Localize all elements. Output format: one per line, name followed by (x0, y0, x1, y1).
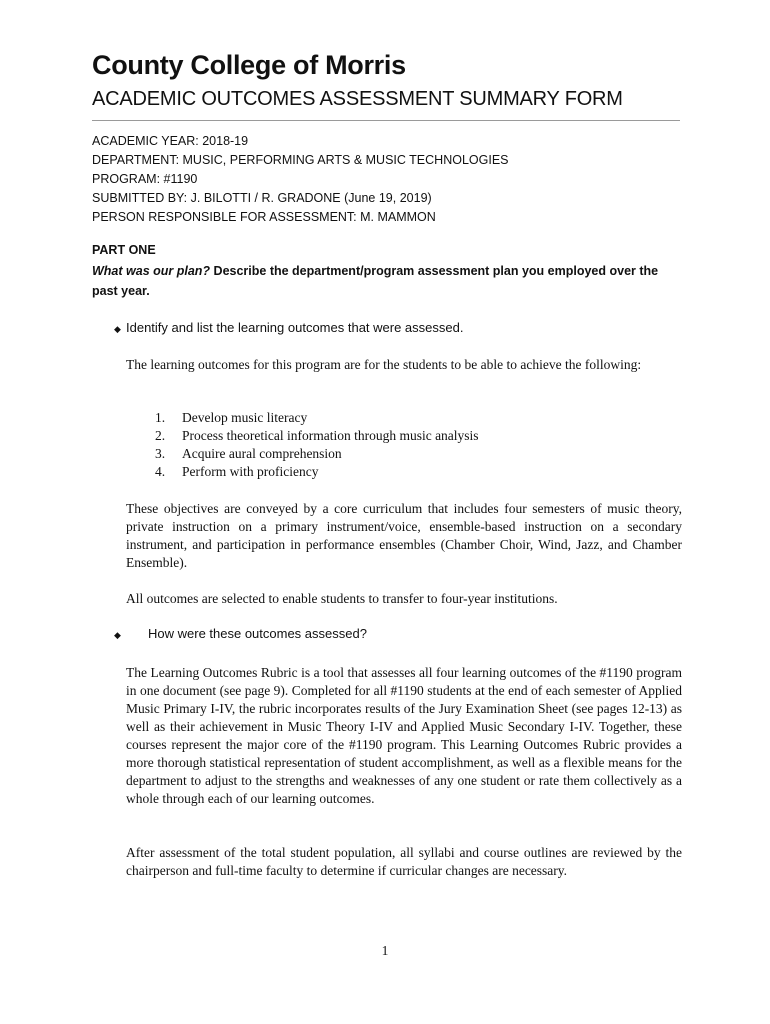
academic-year: ACADEMIC YEAR: 2018-19 (92, 134, 249, 148)
person-responsible: PERSON RESPONSIBLE FOR ASSESSMENT: M. MAMMON (92, 210, 436, 224)
plan-question-text: Describe the department/program assessment plan you employed over the past year. (92, 264, 659, 298)
bullet-icon: ◆ (114, 324, 121, 334)
plan-question-lead: What was our plan? (92, 264, 211, 278)
submitted-by: SUBMITTED BY: J. BILOTTI / R. GRADONE (June 19, 2019) (92, 191, 432, 205)
bullet-icon: ◆ (114, 630, 121, 640)
learning-outcomes-list (126, 409, 646, 481)
program: PROGRAM: #1190 (92, 172, 198, 186)
list-item: 4. Perform with proficiency (155, 464, 319, 479)
department: DEPARTMENT: MUSIC, PERFORMING ARTS & MUSIC TECHNOLOGIES (92, 153, 509, 167)
plan-question (92, 261, 682, 301)
rubric-paragraph: The Learning Outcomes Rubric is a tool that assesses all four learning outcomes of the #1190 program in one document (see page 9). Completed for all #1190 students at the end of each semester of Applied Music Primary I-IV, the rubric incorporates results of the Jury Examination Sheet (see pages 12-13) as well as their achievement in Music Theory I-IV and Applied Music Secondary I-IV. Together, these courses represent the major core of the #1190 program. This Learning Outcomes Rubric provides a more thorough statistical representation of student accomplishment, as well as a flexible means for the department to adjust to the strengths and weaknesses of any one student or rate them collectively as a whole through each of our learning outcomes. (126, 665, 682, 806)
header-divider (92, 120, 680, 121)
assessment-bullet: How were these outcomes assessed? (148, 626, 367, 641)
transfer-paragraph: All outcomes are selected to enable students to transfer to four-year institutions. (126, 591, 558, 606)
list-item: 3. Acquire aural comprehension (155, 446, 342, 461)
curriculum-paragraph: These objectives are conveyed by a core curriculum that includes four semesters of music theory, private instruction on a primary instrument/voice, ensemble-based instruction on a secondary instrument, and participation in performance ensembles (Chamber Choir, Wind, Jazz, and Chamber Ensemble). (126, 501, 682, 570)
page-number: 1 (381, 943, 389, 958)
list-item: 2. Process theoretical information through music analysis (155, 428, 479, 443)
institution-title: County College of Morris (92, 50, 406, 80)
form-metadata (92, 132, 682, 227)
list-item: 1. Develop music literacy (155, 410, 308, 425)
outcomes-bullet: Identify and list the learning outcomes that were assessed. (126, 320, 464, 335)
form-title: ACADEMIC OUTCOMES ASSESSMENT SUMMARY FORM (92, 88, 623, 110)
outcomes-intro: The learning outcomes for this program are for the students to be able to achieve the following: (126, 357, 642, 372)
review-paragraph: After assessment of the total student population, all syllabi and course outlines are reviewed by the chairperson and full-time faculty to determine if curricular changes are necessary. (126, 845, 682, 878)
part-one-heading: PART ONE (92, 243, 156, 257)
